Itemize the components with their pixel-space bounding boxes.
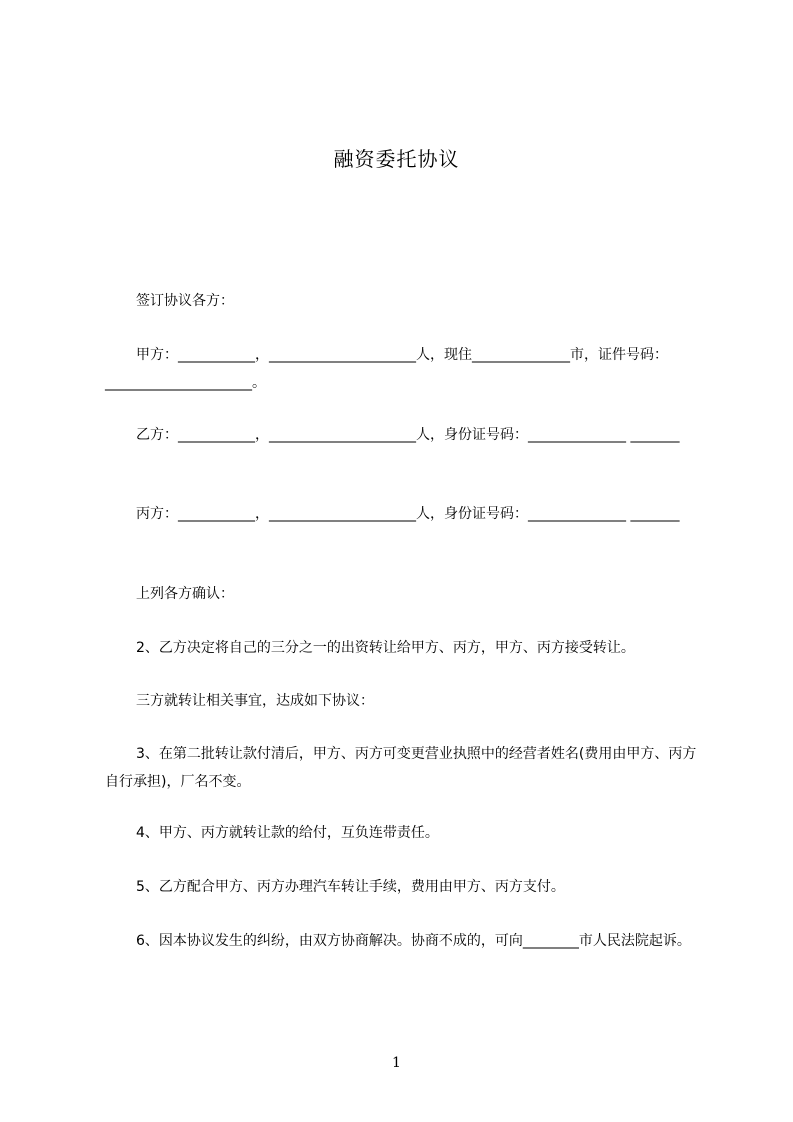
- party-a-paragraph: 甲方：___________，_____________________人，现住______________市，证件号码：_____________________。: [105, 347, 668, 391]
- clause-5: 5、乙方配合甲方、丙方办理汽车转让手续，费用由甲方、丙方支付。: [136, 879, 565, 895]
- page-number: 1: [392, 1055, 401, 1071]
- agreement-intro: 三方就转让相关事宜，达成如下协议：: [136, 693, 374, 709]
- clause-4: 4、甲方、丙方就转让款的给付，互负连带责任。: [136, 825, 439, 841]
- parties-intro: 签订协议各方：: [136, 293, 234, 309]
- clause-3: 3、在第二批转让款付清后，甲方、丙方可变更营业执照中的经营者姓名(费用由甲方、丙方自行承担)，厂名不变。: [105, 746, 697, 790]
- clause-2: 2、乙方决定将自己的三分之一的出资转让给甲方、丙方，甲方、丙方接受转让。: [136, 640, 635, 656]
- document-title: 融资委托协议: [333, 147, 460, 171]
- clause-6: 6、因本协议发生的纠纷，由双方协商解决。协商不成的，可向________市人民法院起诉。: [136, 933, 691, 949]
- party-b-paragraph: 乙方：___________，_____________________人，身份证号码：______________ _______: [136, 427, 680, 443]
- confirm-intro: 上列各方确认：: [136, 586, 234, 602]
- party-c-paragraph: 丙方：___________，_____________________人，身份证号码：______________ _______: [136, 506, 680, 522]
